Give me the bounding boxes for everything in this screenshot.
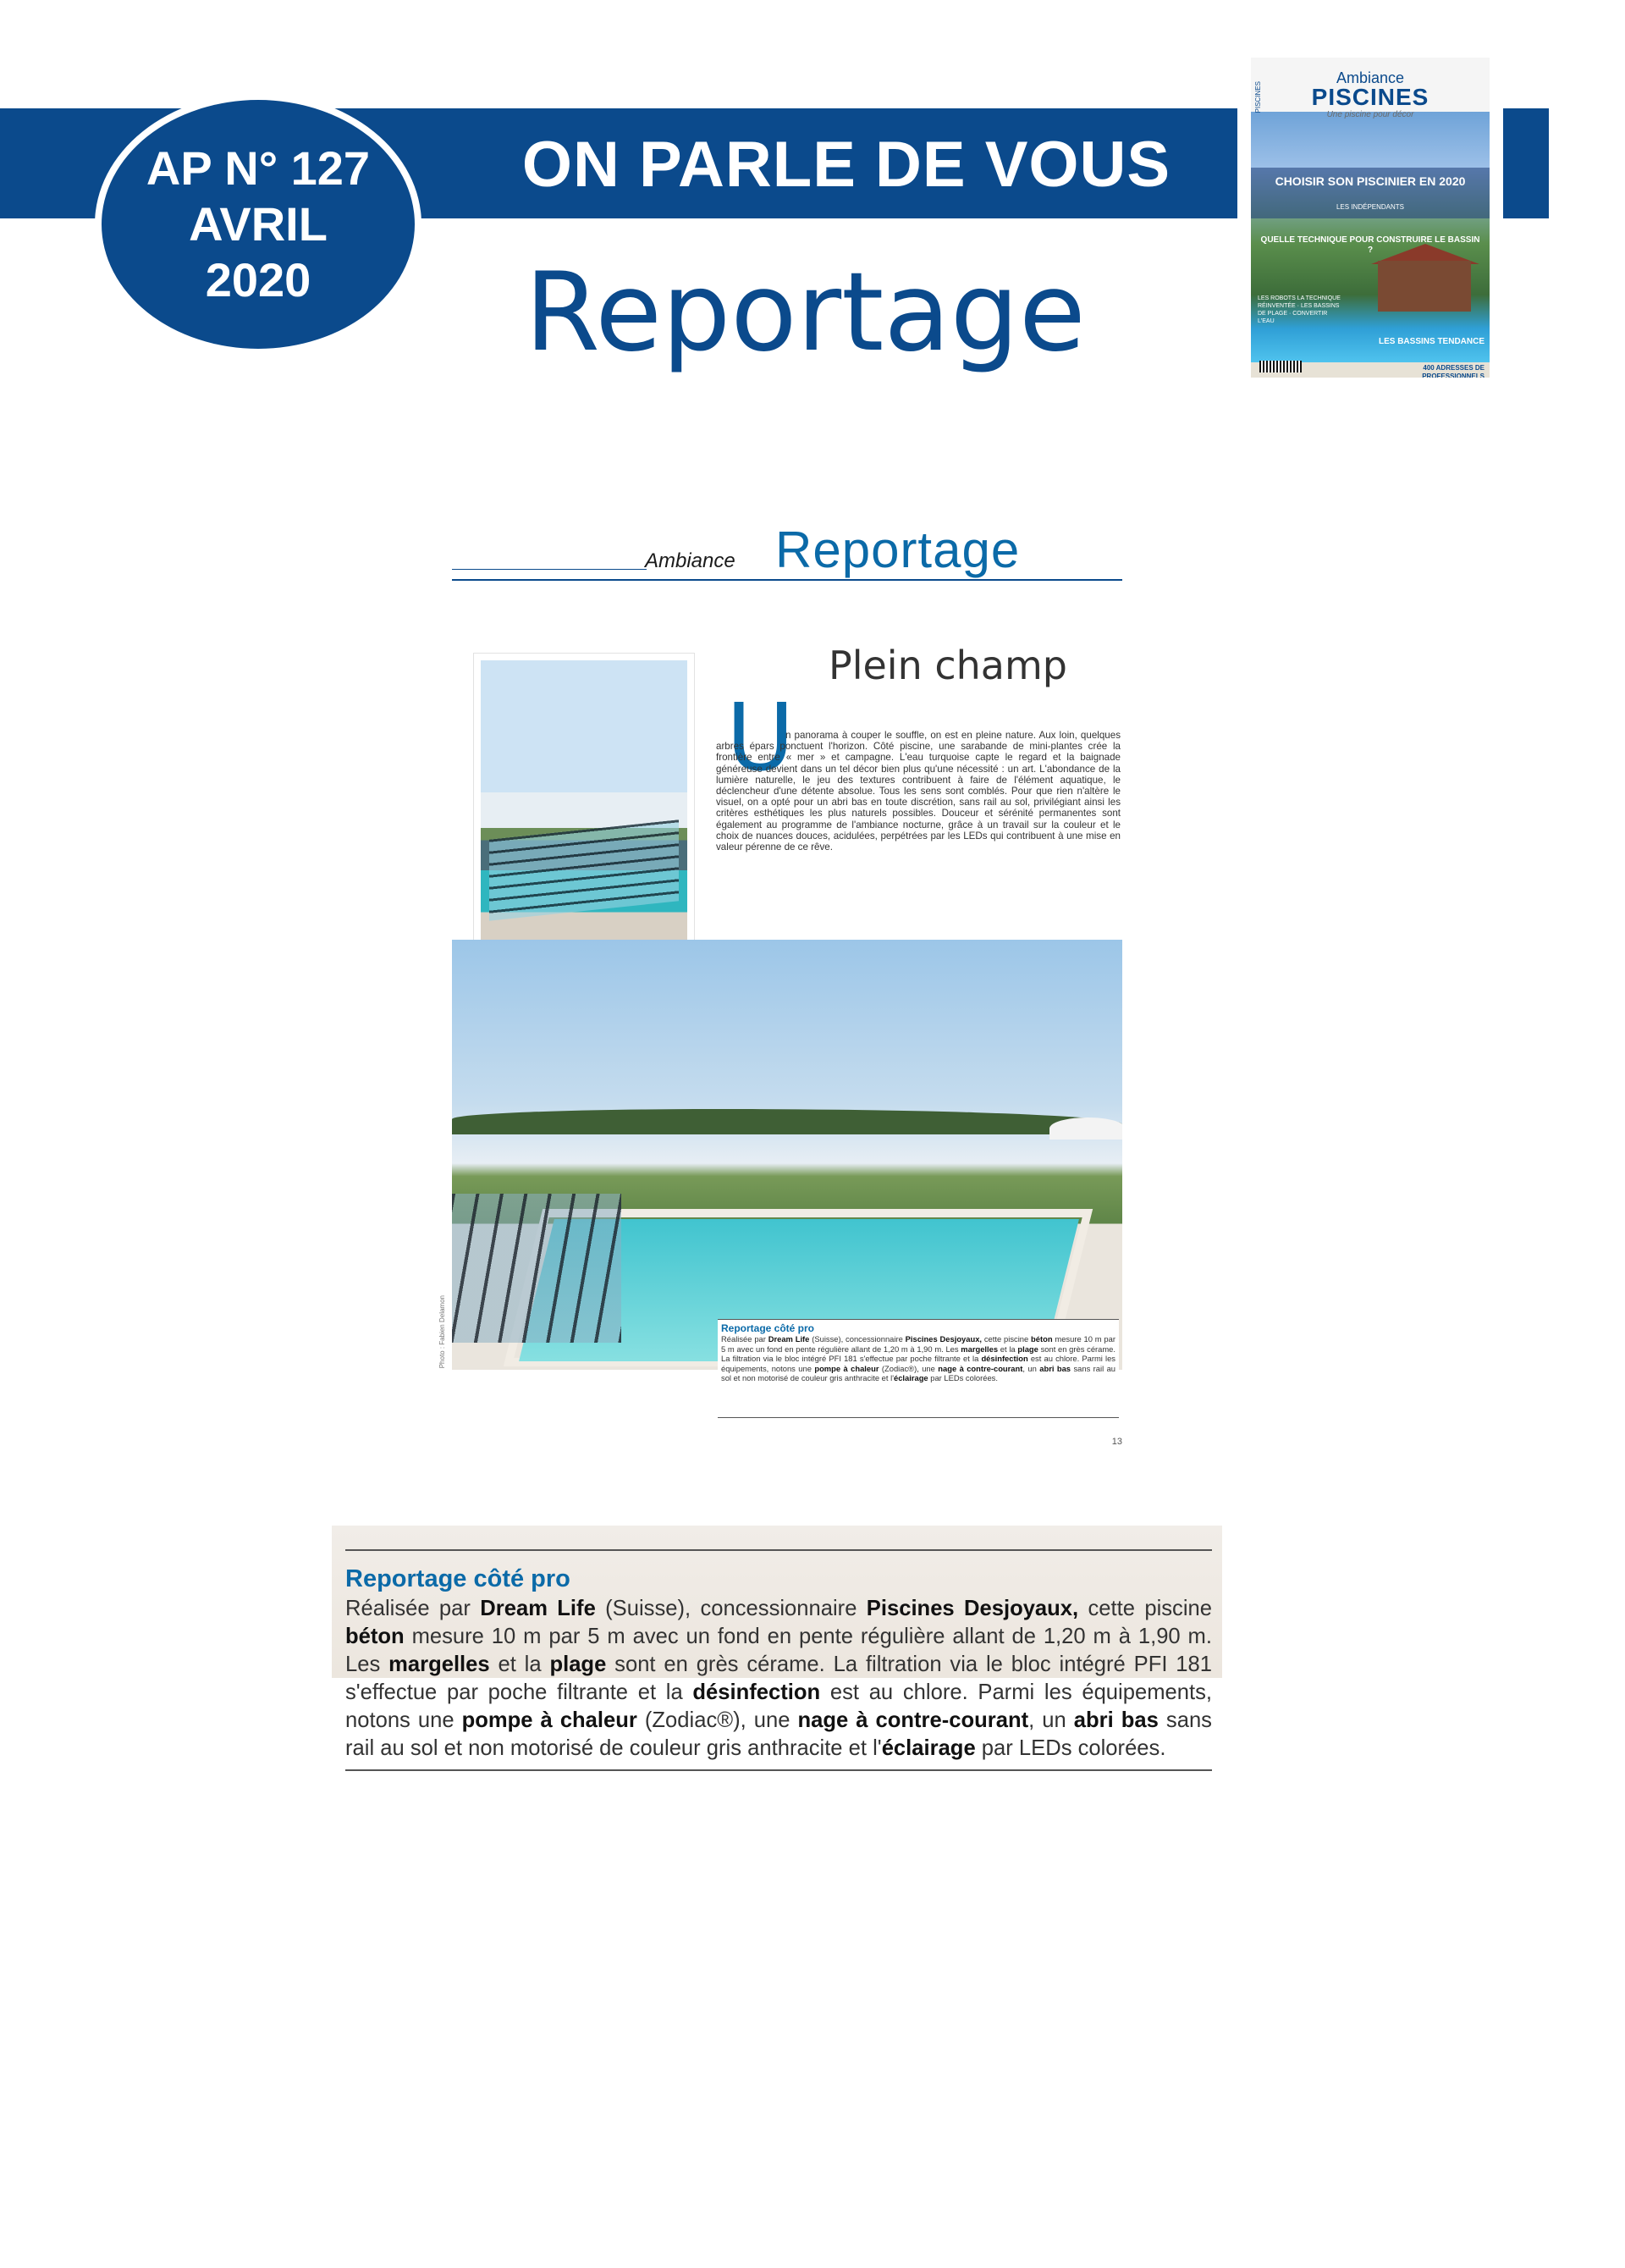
pro-box-keyword: béton bbox=[345, 1625, 405, 1648]
cover-question: QUELLE TECHNIQUE POUR CONSTRUIRE LE BASSIN ? bbox=[1260, 235, 1480, 255]
pro-box-keyword: désinfection bbox=[692, 1680, 821, 1704]
pro-box-text-segment: sans rail au sol et non motorisé de couleur gris anthracite et l' bbox=[721, 1363, 1116, 1383]
treeline bbox=[452, 1109, 1122, 1134]
pro-box-text-segment: cette piscine bbox=[1078, 1597, 1213, 1620]
section-title: Reportage bbox=[525, 250, 1086, 376]
cover-barcode bbox=[1259, 361, 1302, 372]
pro-box-keyword: plage bbox=[549, 1653, 607, 1676]
cover-side-label: PISCINES bbox=[1254, 81, 1262, 113]
cover-brand-small: Ambiance bbox=[1336, 69, 1405, 86]
pro-box-keyword: margelles bbox=[961, 1344, 999, 1354]
pro-box-keyword: nage à contre-courant bbox=[797, 1708, 1029, 1732]
article-brand-ambiance: Ambiance bbox=[645, 549, 735, 572]
article-brand-reportage: Reportage bbox=[775, 521, 1021, 578]
cover-house bbox=[1378, 261, 1471, 312]
pool-landscape-photo bbox=[452, 940, 1122, 1370]
parasol bbox=[1049, 1117, 1122, 1140]
pro-box-keyword: nage à contre-courant bbox=[938, 1363, 1023, 1373]
pro-box-keyword: margelles bbox=[388, 1653, 490, 1676]
pro-box-text-segment: et la bbox=[489, 1653, 550, 1676]
issue-year: 2020 bbox=[205, 253, 311, 306]
page-number: 13 bbox=[1111, 1437, 1122, 1447]
pro-box-keyword: abri bas bbox=[1073, 1708, 1159, 1732]
pool-cover-photo-image bbox=[481, 660, 687, 960]
cover-tagline: Une piscine pour décor bbox=[1326, 110, 1414, 119]
pro-box-keyword: désinfection bbox=[981, 1354, 1028, 1364]
pro-box-text-segment: est au chlore. Parmi les équipements, notons une bbox=[721, 1354, 1115, 1373]
magazine-cover bbox=[1251, 58, 1490, 378]
pro-box-keyword: plage bbox=[1017, 1344, 1038, 1354]
pro-box-keyword: pompe à chaleur bbox=[461, 1708, 637, 1732]
pro-box-text-segment: (Suisse), concessionnaire bbox=[595, 1597, 867, 1620]
cover-headline-sub: LES INDÉPENDANTS bbox=[1336, 203, 1405, 211]
cover-footer: 400 ADRESSES DE PROFESSIONNELS bbox=[1422, 364, 1485, 378]
pro-box-rule-bottom bbox=[345, 1769, 1212, 1771]
issue-number: AP N° 127 bbox=[146, 141, 371, 195]
pro-box-small-rule bbox=[718, 1319, 1119, 1320]
pro-box-title: Reportage côté pro bbox=[345, 1565, 570, 1592]
pro-box-keyword: pompe à chaleur bbox=[814, 1363, 879, 1373]
pro-box-text-segment: cette piscine bbox=[982, 1334, 1032, 1344]
pool-cover-photo bbox=[474, 654, 694, 967]
pool-enclosure bbox=[489, 819, 679, 921]
article-rule-thin bbox=[452, 569, 647, 570]
article-dropcap: U bbox=[726, 683, 795, 792]
pro-box-text-segment: (Suisse), concessionnaire bbox=[809, 1334, 906, 1344]
pro-box-small-text bbox=[721, 1334, 1115, 1383]
pro-box-text-segment: Réalisée par bbox=[721, 1334, 768, 1344]
pro-box-text-segment: sont en grès cérame. La filtration via le bloc intégré PFI 181 s'effectue par poche filtrante et la bbox=[721, 1344, 1115, 1364]
photo-credit: Photo : Fabien Delamon bbox=[438, 1295, 446, 1369]
pro-box-text-segment: et la bbox=[998, 1344, 1018, 1354]
pro-box-small-title: Reportage côté pro bbox=[721, 1322, 815, 1334]
pro-box-text-segment: par LEDs colorées. bbox=[928, 1373, 998, 1383]
pro-box-rule-top bbox=[345, 1549, 1212, 1551]
pro-box-small-rule bbox=[718, 1417, 1119, 1418]
pro-box-keyword: Dream Life bbox=[768, 1334, 810, 1344]
cover-brand-large: PISCINES bbox=[1311, 84, 1429, 110]
pro-box-keyword: Piscines Desjoyaux, bbox=[905, 1334, 983, 1344]
pro-box-text-segment: par LEDs colorées. bbox=[975, 1736, 1166, 1760]
pro-box-text-segment: Réalisée par bbox=[345, 1597, 481, 1620]
issue-badge bbox=[95, 93, 421, 356]
pro-box-text-segment: est au chlore. Parmi les équipements, notons une bbox=[345, 1680, 1212, 1732]
pro-box-keyword: Piscines Desjoyaux, bbox=[866, 1597, 1079, 1620]
cover-headline: CHOISIR SON PISCINIER EN 2020 bbox=[1275, 174, 1466, 188]
pro-box-keyword: Dream Life bbox=[480, 1597, 596, 1620]
pool-enclosure bbox=[452, 1194, 621, 1343]
pro-box-text-segment: , un bbox=[1028, 1708, 1074, 1732]
pro-box-text bbox=[345, 1595, 1212, 1763]
pro-box-keyword: béton bbox=[1031, 1334, 1053, 1344]
pro-box-keyword: éclairage bbox=[881, 1736, 976, 1760]
banner-title: ON PARLE DE VOUS bbox=[521, 129, 1171, 201]
cover-small-text: LES ROBOTS LA TECHNIQUE RÉINVENTÉE · LES BASSINS DE PLAGE · CONVERTIR L'EAU bbox=[1258, 295, 1341, 324]
pro-box-text-segment: mesure 10 m par 5 m avec un fond en pente régulière allant de 1,20 m à 1,90 m. Les bbox=[721, 1334, 1115, 1354]
article-paragraph: n panorama à couper le souffle, on est en pleine nature. Aux loin, quelques arbres épars ponctuent l'horizon. Côté piscine, une sarabande de mini-plantes crée la frontière entre « mer » et campagne. L'eau turquoise capte le regard et la baignade généreuse devient dans un tel décor bien plus qu'une nécessité : un art. L'abondance de la lumière naturelle, le jeu des textures contribuent à faire de l'élément aquatique, le déclencheur d'une détente absolue. Tous les sens sont comblés. Pour que rien n'altère le visuel, on a opté pour un abri bas en toute discrétion, sans rail au sol, privilégiant ainsi les critères esthétiques les plus naturels possibles. Douceur et sérénité permanentes sont également au programme de l'ambiance nocturne, grâce à un travail sur la couleur et le choix de nuances douces, acidulées, perpétrées par les LEDs qui contribuent à une mise en valeur pérenne de ce rêve. bbox=[716, 730, 1121, 853]
cover-trend: LES BASSINS TENDANCE bbox=[1378, 337, 1485, 346]
header-banner-end bbox=[1503, 108, 1549, 218]
pro-box-text-segment: sans rail au sol et non motorisé de couleur gris anthracite et l' bbox=[345, 1708, 1212, 1760]
pro-box-text-segment: mesure 10 m par 5 m avec un fond en pente régulière allant de 1,20 m à 1,90 m. Les bbox=[345, 1625, 1212, 1676]
pro-box-keyword: abri bas bbox=[1039, 1363, 1071, 1373]
article-heading: Plein champ bbox=[828, 643, 1068, 688]
issue-month: AVRIL bbox=[189, 197, 328, 251]
article-body bbox=[716, 730, 1121, 926]
pro-box-text-segment: (Zodiac®), une bbox=[636, 1708, 798, 1732]
pro-box-keyword: éclairage bbox=[893, 1373, 928, 1383]
pro-box-text-segment: (Zodiac®), une bbox=[879, 1363, 939, 1373]
pro-box-text-segment: , un bbox=[1022, 1363, 1040, 1373]
pro-box-text-segment: sont en grès cérame. La filtration via le bloc intégré PFI 181 s'effectue par poche filtrante et la bbox=[345, 1653, 1212, 1704]
